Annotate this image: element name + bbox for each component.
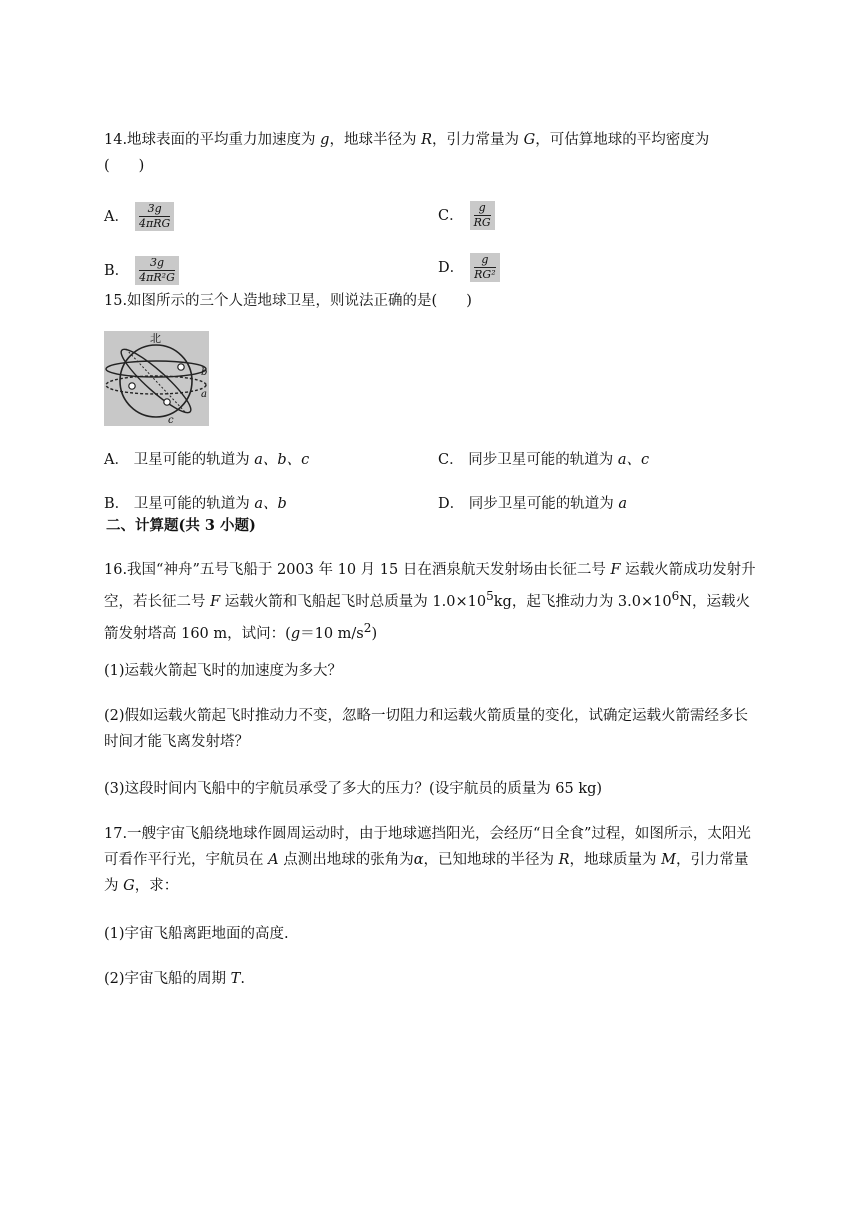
fraction-image — [470, 201, 495, 230]
q16-stem — [104, 557, 759, 647]
q14-option-c[interactable] — [438, 201, 495, 230]
q14-text: ，可估算地球的平均密度为 — [535, 132, 710, 148]
var-m: M — [661, 852, 676, 868]
option-text: 同步卫星可能的轨道为 — [468, 452, 618, 468]
q15-stem: 15.如图所示的三个人造地球卫星，则说法正确的是( ) — [104, 293, 472, 309]
q17-subquestion-2 — [104, 966, 759, 992]
option-label: B． — [104, 262, 130, 279]
var-g: g — [320, 132, 330, 148]
q17-text: ，引力常量为 — [104, 852, 749, 894]
q14-stem — [104, 127, 759, 179]
fraction-denominator: RG² — [474, 268, 496, 281]
option-vars: a — [618, 496, 628, 512]
fraction-denominator: 4πRG — [138, 217, 171, 230]
option-label: D． — [438, 259, 465, 276]
label-a: a — [201, 389, 207, 400]
fraction-image — [135, 256, 179, 285]
var-g: g — [290, 625, 301, 642]
q17-text: 点测出地球的张角为 — [278, 852, 414, 868]
var-g-const: G — [523, 132, 536, 148]
q16-text: 运载火箭和飞船起飞时总质量为 1.0×10 — [220, 593, 487, 610]
q17-text: ，地球质量为 — [569, 852, 662, 868]
satellite-b — [178, 364, 184, 370]
var-alpha: α — [413, 852, 424, 868]
q17-text: ，求： — [134, 878, 179, 894]
earth-circle — [120, 345, 192, 417]
q17-text: ，已知地球的半径为 — [423, 852, 559, 868]
label-north: 北 — [150, 332, 161, 345]
q14-text: ，引力常量为 — [432, 132, 524, 148]
option-text: 卫星可能的轨道为 — [133, 452, 255, 468]
exponent: 6 — [671, 589, 680, 603]
option-label: A． — [104, 208, 129, 225]
option-label: C． — [438, 452, 464, 468]
option-label: A． — [104, 452, 129, 468]
var-r: R — [558, 852, 570, 868]
orbit-c — [115, 343, 197, 419]
option-label: B． — [104, 496, 130, 512]
var-a: A — [268, 852, 279, 868]
option-vars: a、b、c — [254, 452, 310, 468]
fraction-image — [135, 202, 174, 231]
var-t: T — [230, 971, 241, 987]
section-heading: 二、计算题(共 3 小题) — [106, 517, 256, 534]
var-f: F — [610, 562, 621, 578]
q16-text: ＝10 m/s — [300, 625, 364, 642]
var-f: F — [210, 593, 221, 610]
fraction-numerator: g — [474, 254, 495, 268]
q16-text: kg，起飞推动力为 3.0×10 — [493, 593, 672, 610]
exponent: 5 — [486, 589, 494, 603]
q16-subquestion-2: (2)假如运载火箭起飞时推动力不变，忽略一切阻力和运载火箭质量的变化，试确定运载火箭需经多长时间才能飞离发射塔？ — [104, 708, 749, 750]
q17-stem — [104, 821, 759, 899]
q17-subquestion-1: (1)宇宙飞船离距地面的高度. — [104, 926, 289, 942]
q15-option-a[interactable] — [104, 450, 309, 470]
satellite-a — [129, 383, 135, 389]
option-text: 同步卫星可能的轨道为 — [468, 496, 619, 512]
q16-text: N，运载火箭发射塔高 160 m，试问：( — [104, 593, 750, 642]
var-r: R — [421, 132, 432, 148]
answer-paren: ( ) — [104, 158, 145, 174]
q16-text: 16.我国“神舟”五号飞船于 2003 年 10 月 15 日在酒泉航天发射场由长征二号 — [104, 562, 611, 578]
satellite-c — [164, 399, 170, 405]
q15-option-d[interactable] — [438, 494, 627, 514]
fraction-denominator: 4πR²G — [139, 271, 175, 284]
q16-subquestion-3: (3)这段时间内飞船中的宇航员承受了多大的压力？(设宇航员的质量为 65 kg) — [104, 781, 603, 797]
q14-option-a[interactable] — [104, 202, 174, 231]
q14-option-b[interactable] — [104, 256, 179, 285]
option-label: C． — [438, 207, 464, 224]
q14-option-d[interactable] — [438, 253, 500, 282]
q15-option-c[interactable] — [438, 450, 649, 470]
fraction-image — [470, 253, 499, 282]
var-g-const: G — [123, 878, 135, 894]
q14-text: ，地球半径为 — [329, 132, 422, 148]
satellite-orbit-figure — [104, 331, 209, 426]
fraction-numerator: 3g — [139, 257, 175, 271]
q16-text: 运载火箭成功发射升空，若长征二号 — [104, 562, 756, 610]
orbit-diagram — [104, 331, 209, 426]
option-label: D． — [438, 496, 465, 512]
axis-line — [126, 349, 186, 413]
q16-subquestion-1: (1)运载火箭起飞时的加速度为多大？ — [104, 663, 343, 679]
q17-text: 17.一艘宇宙飞船绕地球作圆周运动时，由于地球遮挡阳光，会经历“日全食”过程，如图所示，太阳光可看作平行光，宇航员在 — [104, 826, 751, 868]
q15-option-b[interactable] — [104, 494, 287, 514]
fraction-numerator: 3g — [139, 203, 170, 217]
option-vars: a、c — [617, 452, 650, 468]
option-text: 卫星可能的轨道为 — [133, 496, 255, 512]
q17-text: (2)宇宙飞船的周期 — [104, 971, 231, 987]
fraction-numerator: g — [474, 202, 491, 216]
fraction-denominator: RG — [473, 216, 491, 229]
q16-text: ) — [371, 625, 378, 642]
label-c: c — [168, 415, 174, 426]
q17-text: . — [240, 971, 245, 987]
orbit-b — [106, 361, 206, 377]
option-vars: a、b — [254, 496, 287, 512]
exponent: 2 — [363, 620, 372, 635]
label-b: b — [201, 367, 208, 378]
q14-text: 14.地球表面的平均重力加速度为 — [104, 132, 321, 148]
